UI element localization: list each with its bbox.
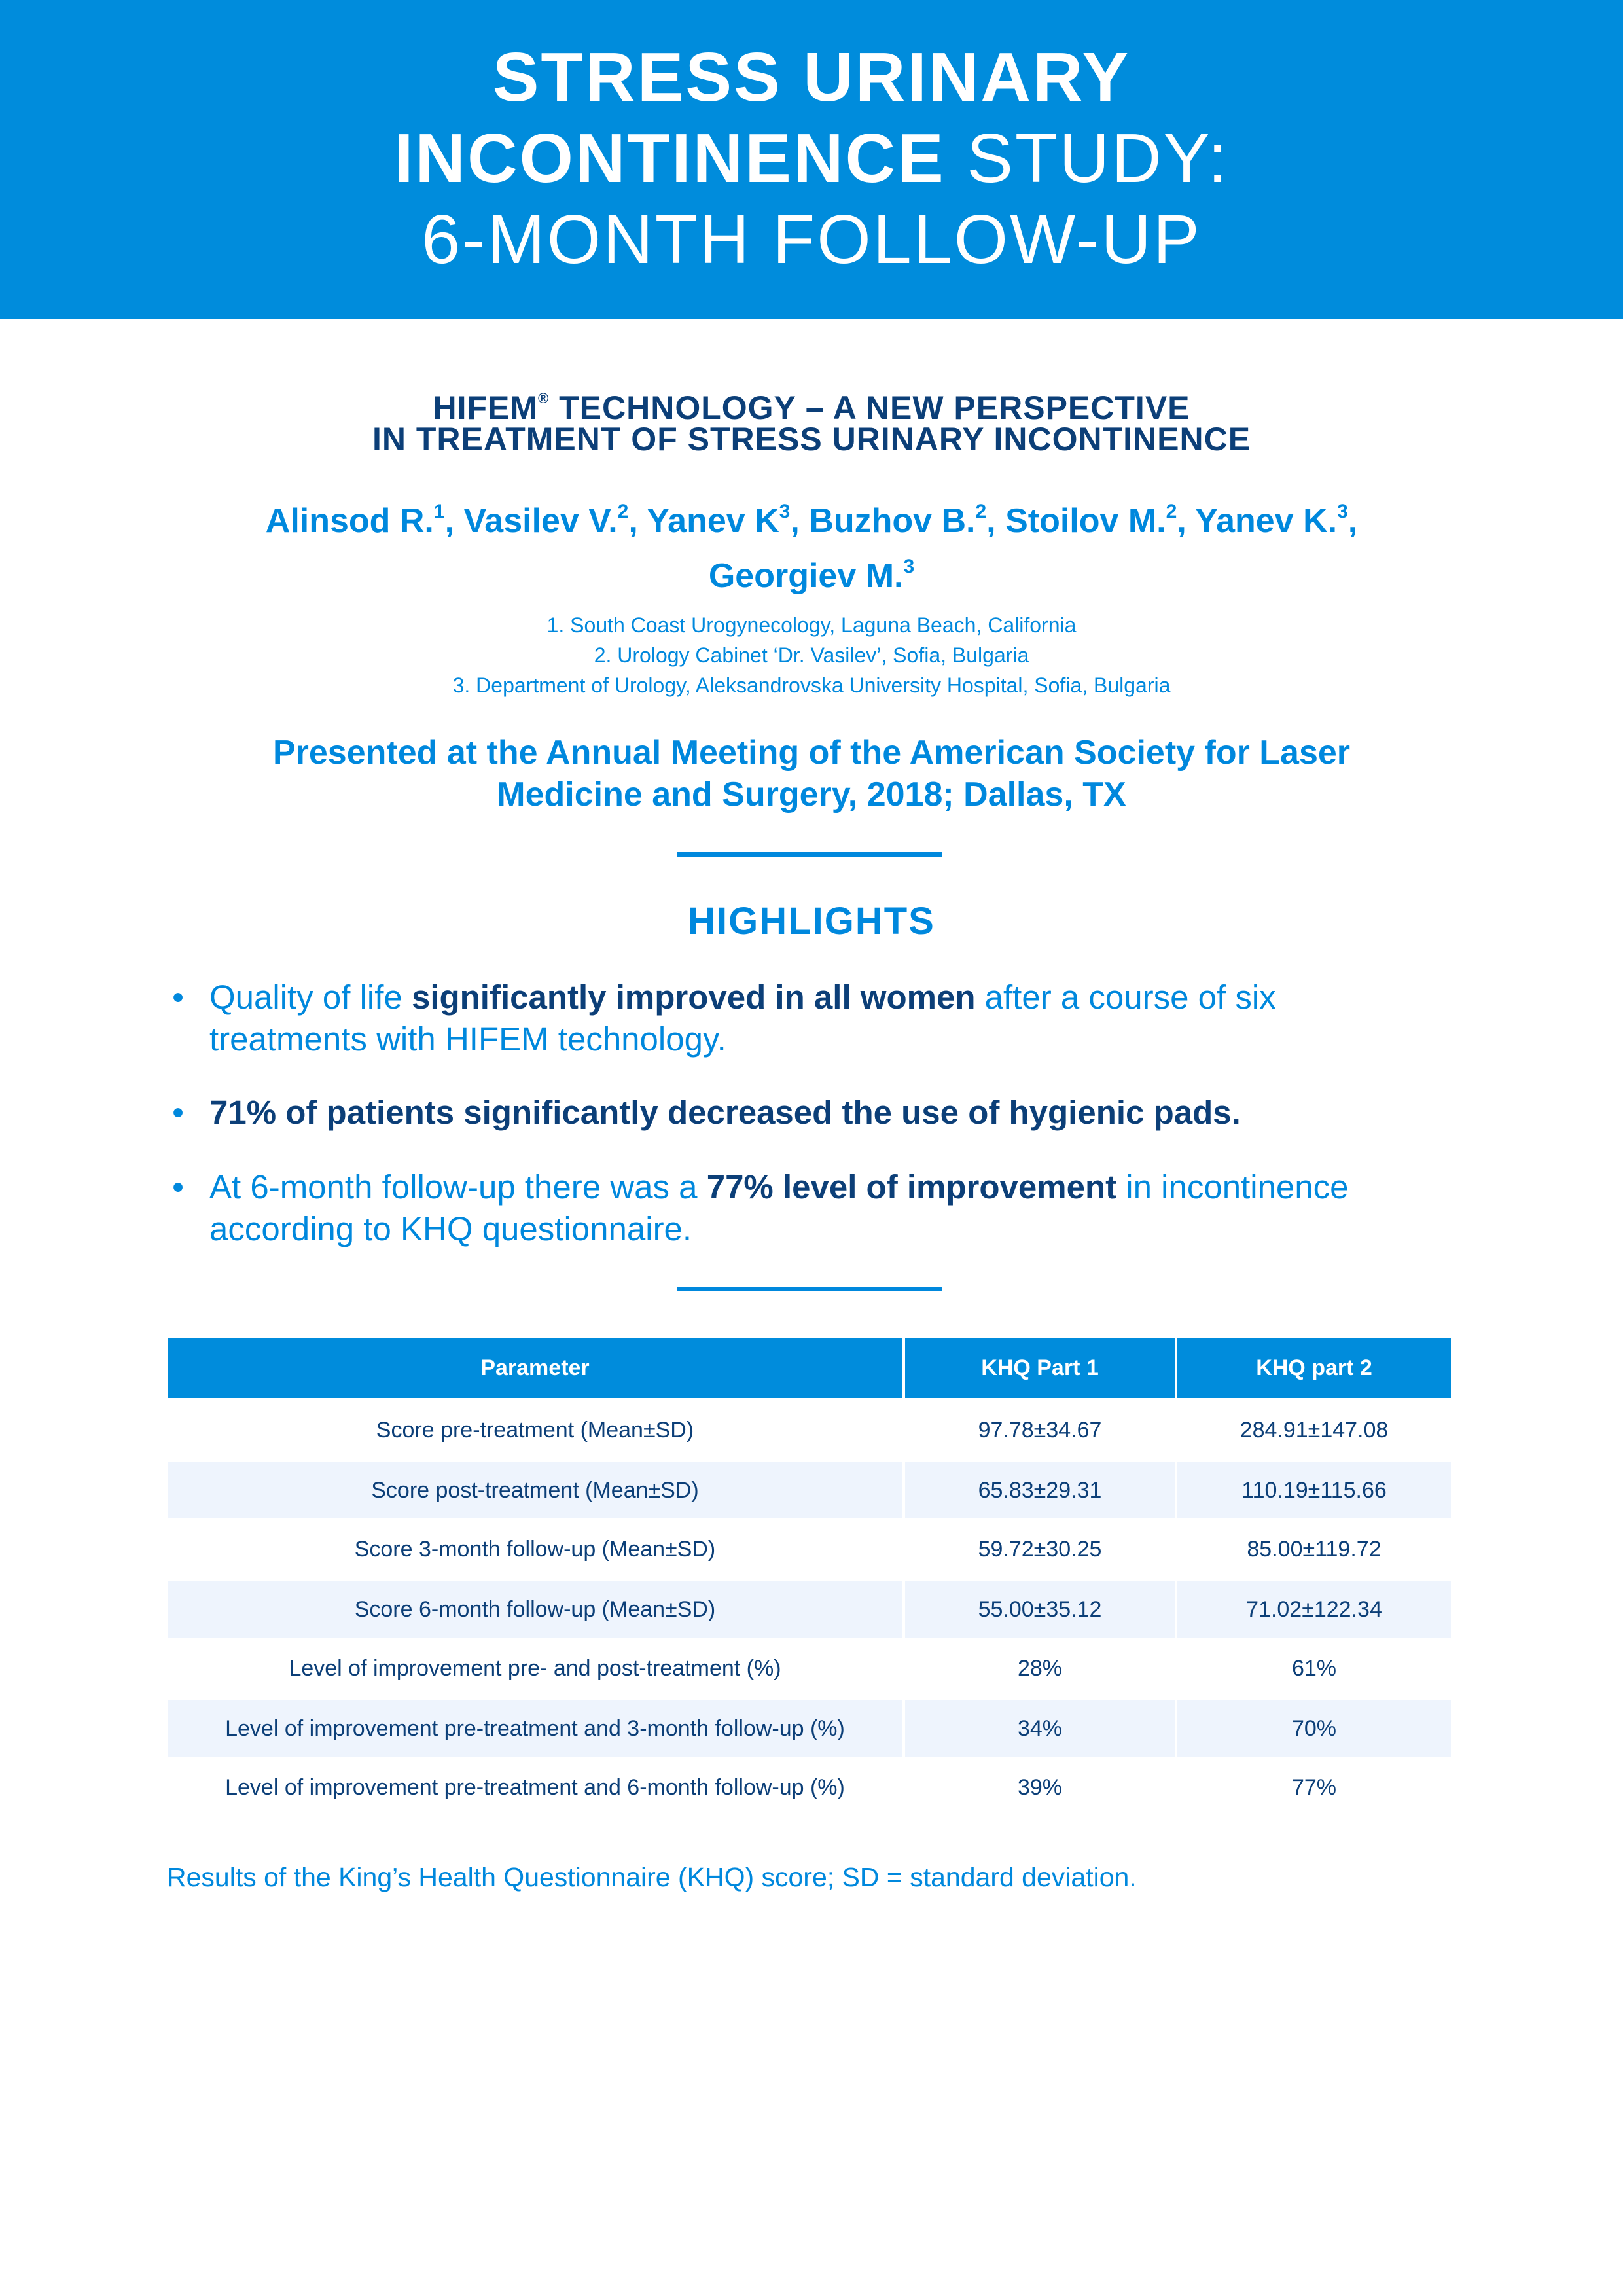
highlight-text: At 6-month follow-up there was a <box>209 1168 707 1206</box>
author-separator: , <box>628 502 647 540</box>
highlight-line <box>209 1166 1466 1208</box>
table-caption: Results of the King’s Health Questionnaire (KHQ) score; SD = standard deviation. <box>167 1862 1137 1892</box>
header-cell-parameter: Parameter <box>168 1338 902 1398</box>
highlight-item <box>172 1166 1466 1250</box>
table-row <box>165 1759 1455 1816</box>
author: Yanev K <box>647 502 779 540</box>
author-affiliation-mark: 1 <box>433 501 445 522</box>
highlight-line <box>209 1092 1466 1134</box>
title-line-3: 6-MONTH FOLLOW-UP <box>421 201 1202 278</box>
header-cell-khq-part-1: KHQ Part 1 <box>905 1338 1175 1398</box>
author-separator: , <box>1177 502 1196 540</box>
table-cell: Score 6-month follow-up (Mean±SD) <box>168 1581 902 1638</box>
presented-line-2: Medicine and Surgery, 2018; Dallas, TX <box>497 776 1126 814</box>
highlight-text: after a course of six <box>975 978 1276 1016</box>
table-cell: 28% <box>1017 1656 1063 1681</box>
title-line-2-bold: INCONTINENCE <box>393 120 946 197</box>
section-divider <box>677 852 942 857</box>
table-cell: 77% <box>1291 1775 1337 1800</box>
table-row <box>165 1521 1455 1577</box>
subtitle-line-2: IN TREATMENT OF STRESS URINARY INCONTINENCE <box>372 421 1251 457</box>
table-cell: 284.91±147.08 <box>1240 1418 1389 1443</box>
author: Alinsod R. <box>265 502 434 540</box>
author-affiliation-mark: 2 <box>975 501 987 522</box>
author-separator: , <box>986 502 1006 540</box>
presented-line-1: Presented at the Annual Meeting of the American Society for Laser <box>272 734 1351 772</box>
author: Yanev K. <box>1195 502 1338 540</box>
table-cell: 55.00±35.12 <box>905 1581 1175 1638</box>
author-affiliation-mark: 3 <box>1337 501 1348 522</box>
author: Stoilov M. <box>1005 502 1166 540</box>
table-cell: 59.72±30.25 <box>978 1537 1102 1562</box>
table-cell: Level of improvement pre-treatment and 3-month follow-up (%) <box>168 1700 902 1757</box>
table-cell: Level of improvement pre- and post-treatment (%) <box>289 1656 781 1681</box>
table-cell: 110.19±115.66 <box>1177 1462 1451 1518</box>
table-cell: 85.00±119.72 <box>1247 1537 1382 1562</box>
table-row <box>165 1581 1455 1638</box>
highlights-heading: HIGHLIGHTS <box>688 900 935 942</box>
table-cell: 34% <box>905 1700 1175 1757</box>
affiliation-3: 3. Department of Urology, Aleksandrovska University Hospital, Sofia, Bulgaria <box>452 673 1171 697</box>
title-line-2-rest: STUDY: <box>945 120 1230 197</box>
table-cell: 97.78±34.67 <box>978 1418 1102 1443</box>
table-cell: Score pre-treatment (Mean±SD) <box>376 1418 694 1443</box>
table-cell: 71.02±122.34 <box>1177 1581 1451 1638</box>
highlight-line: according to KHQ questionnaire. <box>209 1210 692 1247</box>
table-cell: Level of improvement pre-treatment and 6-month follow-up (%) <box>225 1775 845 1800</box>
table-row <box>165 1700 1455 1757</box>
affiliation-2: 2. Urology Cabinet ‘Dr. Vasilev’, Sofia, Bulgaria <box>594 643 1029 667</box>
author: Georgiev M. <box>708 557 904 595</box>
registered-mark: ® <box>538 390 550 406</box>
title-line-2 <box>0 119 1623 198</box>
author-separator: , <box>1347 502 1358 540</box>
table-row <box>165 1640 1455 1696</box>
table-cell: 65.83±29.31 <box>905 1462 1175 1518</box>
highlight-line: treatments with HIFEM technology. <box>209 1020 726 1058</box>
author-affiliation-mark: 3 <box>903 556 915 577</box>
highlight-text: in incontinence <box>1116 1168 1349 1206</box>
table-cell: Score post-treatment (Mean±SD) <box>168 1462 902 1518</box>
author-separator: , <box>790 502 810 540</box>
author-separator: , <box>444 502 464 540</box>
author: Buzhov B. <box>809 502 976 540</box>
author-affiliation-mark: 2 <box>1166 501 1177 522</box>
table-row <box>165 1402 1455 1458</box>
header-cell-khq-part-2: KHQ part 2 <box>1177 1338 1451 1398</box>
highlight-item <box>172 977 1466 1060</box>
table-cell: 70% <box>1177 1700 1451 1757</box>
affiliation-1: 1. South Coast Urogynecology, Laguna Beach, California <box>546 613 1077 637</box>
bullet-icon: • <box>172 1094 184 1131</box>
highlight-emphasis: 71% of patients significantly decreased the use of hygienic pads. <box>209 1094 1241 1131</box>
highlight-text: Quality of life <box>209 978 412 1016</box>
subtitle-line-1-rest: TECHNOLOGY – A NEW PERSPECTIVE <box>549 389 1190 426</box>
highlight-emphasis: significantly improved in all women <box>411 978 976 1016</box>
title-banner <box>0 0 1623 319</box>
title-line-1: STRESS URINARY <box>492 39 1131 116</box>
author: Vasilev V. <box>463 502 618 540</box>
bullet-icon: • <box>172 1168 184 1206</box>
author-list-last <box>0 546 1623 597</box>
bullet-icon: • <box>172 978 184 1016</box>
highlight-line <box>209 977 1466 1018</box>
table-cell: 61% <box>1291 1656 1337 1681</box>
table-header-row <box>165 1338 1455 1398</box>
table-cell: 39% <box>1017 1775 1063 1800</box>
table-cell: Score 3-month follow-up (Mean±SD) <box>354 1537 716 1562</box>
subtitle-hifem: HIFEM <box>433 389 539 426</box>
highlight-item <box>172 1092 1466 1134</box>
highlight-emphasis: 77% level of improvement <box>706 1168 1117 1206</box>
author-list <box>0 491 1623 542</box>
author-affiliation-mark: 2 <box>617 501 629 522</box>
author-affiliation-mark: 3 <box>779 501 791 522</box>
table-row <box>165 1462 1455 1518</box>
section-divider <box>677 1287 942 1291</box>
